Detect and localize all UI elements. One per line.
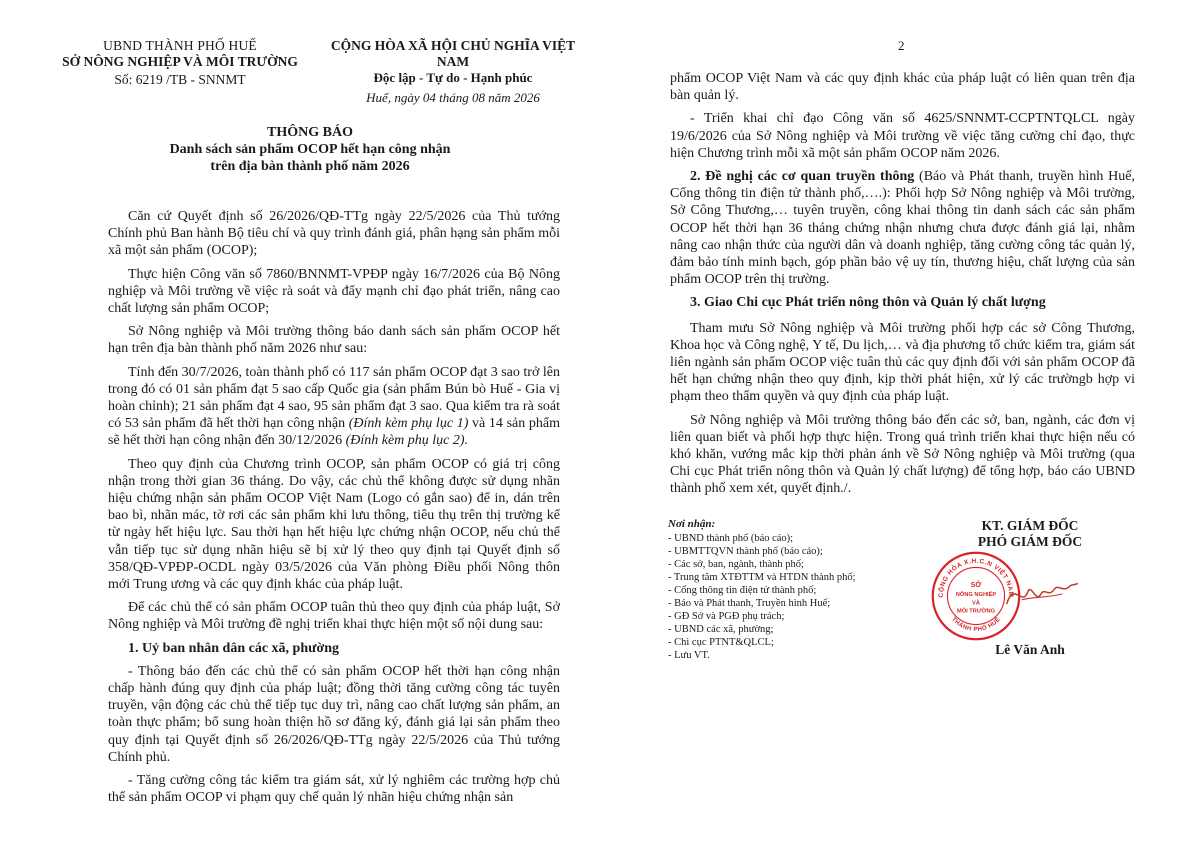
statistics-text-a: Tính đến 30/7/2026, toàn thành phố có 117 sản phẩm OCOP đạt 3 sao trở lên trong đó có 01 sản phẩm đạt 5 sao cấp Quốc gia (sản phẩm Bún bò Huế - Gia vị hoàn chỉnh); 21 sản phẩm đạt 4 sao, 95 sản phẩm đạt 3 sao. Qua kiểm tra rà soát có 53 sản phẩm đã hết thời hạn công nhận bbox=[108, 364, 560, 432]
recipients-heading: Nơi nhận: bbox=[668, 518, 716, 530]
stamp-center-line-2: NÔNG NGHIỆP bbox=[955, 592, 997, 598]
national-motto: Độc lập - Tự do - Hạnh phúc bbox=[373, 70, 533, 85]
stamp-bottom-text: THÀNH PHỐ HUẾ bbox=[950, 616, 1002, 633]
paragraph-commune-task-2: - Tăng cường công tác kiểm tra giám sát, xử lý nghiêm các trường hợp chủ thể sản phẩm OCOP vi phạm quy chế quản lý nhãn hiệu chứng nhận sản bbox=[108, 773, 560, 806]
recipient-item: - Chi cục PTNT&QLCL; bbox=[668, 637, 774, 648]
recipient-item: - Các sở, ban, ngành, thành phố; bbox=[668, 559, 804, 570]
paragraph-legal-basis: Căn cứ Quyết định số 26/2026/QĐ-TTg ngày 22/5/2026 của Thủ tướng Chính phủ Ban hành Bộ tiêu chí và quy trình đánh giá, phân hạng sản phẩm mỗi xã một sản phẩm (OCOP); bbox=[108, 209, 560, 259]
recipients-list bbox=[668, 518, 938, 662]
paragraph-regulation: Theo quy định của Chương trình OCOP, sản phẩm OCOP có giá trị công nhận trong thời gian 36 tháng. Do vậy, các chủ thể không được sử dụng nhãn hiệu chứng nhận sản phẩm OCOP Việt Nam (Logo có gắn sao) để in, dán trên bao bì, nhãn mác, tờ rơi các sản phẩm khi lưu thông, tiêu thụ trên thị trường kể từ ngày hết hiệu lực. Sau thời hạn hết hiệu lực chứng nhận OCOP, nếu chủ thể vẫn tiếp tục sử dụng nhãn hiệu sẽ bị xử lý theo quy định tại Quyết định số 358/QĐ-VPĐP-OCDL ngày 03/5/2026 của Văn phòng Điều phối Nông thôn mới Trung ương và các quy định khác của pháp luật. bbox=[108, 456, 560, 593]
signer-name: Lê Văn Anh bbox=[995, 642, 1065, 657]
stamp-center-line-3: VÀ bbox=[972, 600, 980, 607]
document-number: Số: 6219 /TB - SNNMT bbox=[114, 72, 246, 87]
paragraph-statistics bbox=[108, 364, 560, 450]
stamp-center-line-4: MÔI TRƯỜNG bbox=[956, 608, 996, 615]
stamp-center-line-1: SỞ bbox=[970, 581, 982, 589]
department-name: SỞ NÔNG NGHIỆP VÀ MÔI TRƯỜNG bbox=[62, 54, 298, 69]
agency-name: UBND THÀNH PHỐ HUẾ bbox=[103, 38, 257, 53]
paragraph-continuation: phẩm OCOP Việt Nam và các quy định khác của pháp luật có liên quan trên địa bàn quản lý. bbox=[670, 71, 1135, 104]
paragraph-media-request bbox=[670, 168, 1135, 288]
paragraph-commune-task-1: - Thông báo đến các chủ thể có sản phẩm OCOP hết thời hạn công nhận chấp hành đúng quy định của pháp luật; đồng thời tăng cường công tác tuyên truyền, vận động các chủ thể tiếp tục duy trì, nâng cao chất lượng sản phẩm, an toàn thực phẩm; bổ sung hoàn thiện hồ sơ đăng ký, đánh giá lại sản phẩm theo quy định tại Quyết định số 26/2026/QĐ-TTg ngày 22/5/2026 của Thủ tướng Chính phủ. bbox=[108, 663, 560, 765]
issuing-agency-block bbox=[60, 38, 300, 88]
national-motto-block bbox=[318, 38, 588, 106]
section-heading-1: 1. Uỷ ban nhân dân các xã, phường bbox=[128, 640, 340, 656]
paragraph-announcement: Sở Nông nghiệp và Môi trường thông báo danh sách sản phẩm OCOP hết hạn trên địa bàn thành phố năm 2026 như sau: bbox=[108, 324, 560, 357]
signer-title: PHÓ GIÁM ĐỐC bbox=[977, 534, 1083, 549]
recipient-item: - GĐ Sở và PGĐ phụ trách; bbox=[668, 611, 785, 622]
paragraph-inspection: Tham mưu Sở Nông nghiệp và Môi trường phối hợp các sở Công Thương, Khoa học và Công nghệ, Y tế, Du lịch,… và địa phương tổ chức kiểm tra, giám sát liên ngành sản phẩm OCOP việc tuân thủ các quy định đối với sản phẩm OCOP đã hết hạn chứng nhận theo quy định, kịp thời phát hiện, xử lý các trườngb hợp vi phạm theo thẩm quyền và quy định của pháp luật. bbox=[670, 320, 1135, 405]
title-line-3: trên địa bàn thành phố năm 2026 bbox=[210, 159, 410, 174]
recipient-item: - Báo và Phát thanh, Truyền hình Huế; bbox=[668, 598, 831, 609]
signer-authority: KT. GIÁM ĐỐC bbox=[981, 518, 1079, 533]
section-heading-2: 2. Đề nghị các cơ quan truyền thông bbox=[690, 169, 915, 185]
national-title: CỘNG HÒA XÃ HỘI CHỦ NGHĨA VIỆT NAM bbox=[330, 38, 576, 69]
recipient-item: - Lưu VT. bbox=[668, 650, 710, 661]
appendix-1-reference: (Đính kèm phụ lục 1) bbox=[348, 416, 469, 432]
title-line-2: Danh sách sản phẩm OCOP hết hạn công nhận bbox=[169, 142, 451, 157]
page-1-body bbox=[108, 208, 560, 813]
stamp-ring-text: CỘNG HÒA X.H.C.N VIỆT NAM bbox=[937, 557, 1015, 598]
page-2-body bbox=[670, 70, 1135, 504]
paragraph-directive: - Triển khai chỉ đạo Công văn số 4625/SNNMT-CCPTNTQLCL ngày 19/6/2026 của Sở Nông nghiệp và Môi trường về việc tăng cường chỉ đạo, thực hiện Chương trình mỗi xã một sản phẩm OCOP năm 2026. bbox=[670, 111, 1135, 161]
title-line-1: THÔNG BÁO bbox=[267, 125, 353, 140]
recipient-item: - UBMTTQVN thành phố (báo cáo); bbox=[668, 546, 823, 557]
statistics-text-b: và 14 sản phẩm sẽ hết thời hạn công nhận đến 30/12/2026 bbox=[108, 416, 561, 449]
handwritten-signature bbox=[1000, 575, 1082, 613]
paragraph-closing: Sở Nông nghiệp và Môi trường thông báo đến các sở, ban, ngành, các đơn vị liên quan biết và phối hợp thực hiện. Trong quá trình triển khai thực hiện nếu có khó khăn, vướng mắc kịp thời phản ánh về Sở Nông nghiệp và Môi trường (qua Chi cục Phát triển nông thôn và Quản lý chất lượng) để tổng hợp, báo cáo UBND thành phố xem xét, quyết định./. bbox=[670, 412, 1135, 497]
recipient-item: - Trung tâm XTĐTTM và HTDN thành phố; bbox=[668, 572, 856, 583]
recipient-item: - Cổng thông tin điện tử thành phố; bbox=[668, 585, 817, 596]
section-heading-3: 3. Giao Chi cục Phát triển nông thôn và Quản lý chất lượng bbox=[690, 295, 1046, 311]
appendix-2-reference: (Đính kèm phụ lục 2). bbox=[345, 433, 469, 449]
paragraph-request: Để các chủ thể có sản phẩm OCOP tuân thủ theo quy định của pháp luật, Sở Nông nghiệp và Môi trường đề nghị triển khai thực hiện một số nội dung sau: bbox=[108, 600, 560, 633]
issue-date: Huế, ngày 04 tháng 08 năm 2026 bbox=[366, 90, 540, 105]
page-number: 2 bbox=[898, 38, 905, 53]
media-request-text: (Báo và Phát thanh, truyền hình Huế, Cổng thông tin điện tử thành phố,….): Phối hợp Sở Nông nghiệp và Môi trường, Sở Công Thương,… tuyên truyền, công khai thông tin danh sách các sản phẩm OCOP hết thời hạn 36 tháng chứng nhận nhưng chưa được đánh giá lại, nhằm nâng cao nhận thức của người dân và doanh nghiệp, tăng cường công tác quản lý, đảm bảo tính minh bạch, góp phần bảo vệ uy tín, thương hiệu, chất lượng của sản phẩm OCOP trên thị trường. bbox=[670, 169, 1135, 288]
page-2 bbox=[600, 0, 1200, 848]
recipient-item: - UBND thành phố (báo cáo); bbox=[668, 533, 794, 544]
recipient-item: - UBND các xã, phường; bbox=[668, 624, 774, 635]
paragraph-implementation: Thực hiện Công văn số 7860/BNNMT-VPĐP ngày 16/7/2026 của Bộ Nông nghiệp và Môi trường về việc rà soát và đẩy mạnh chỉ đạo phát triển, nâng cao chất lượng sản phẩm OCOP; bbox=[108, 266, 560, 317]
document-title bbox=[90, 124, 530, 175]
